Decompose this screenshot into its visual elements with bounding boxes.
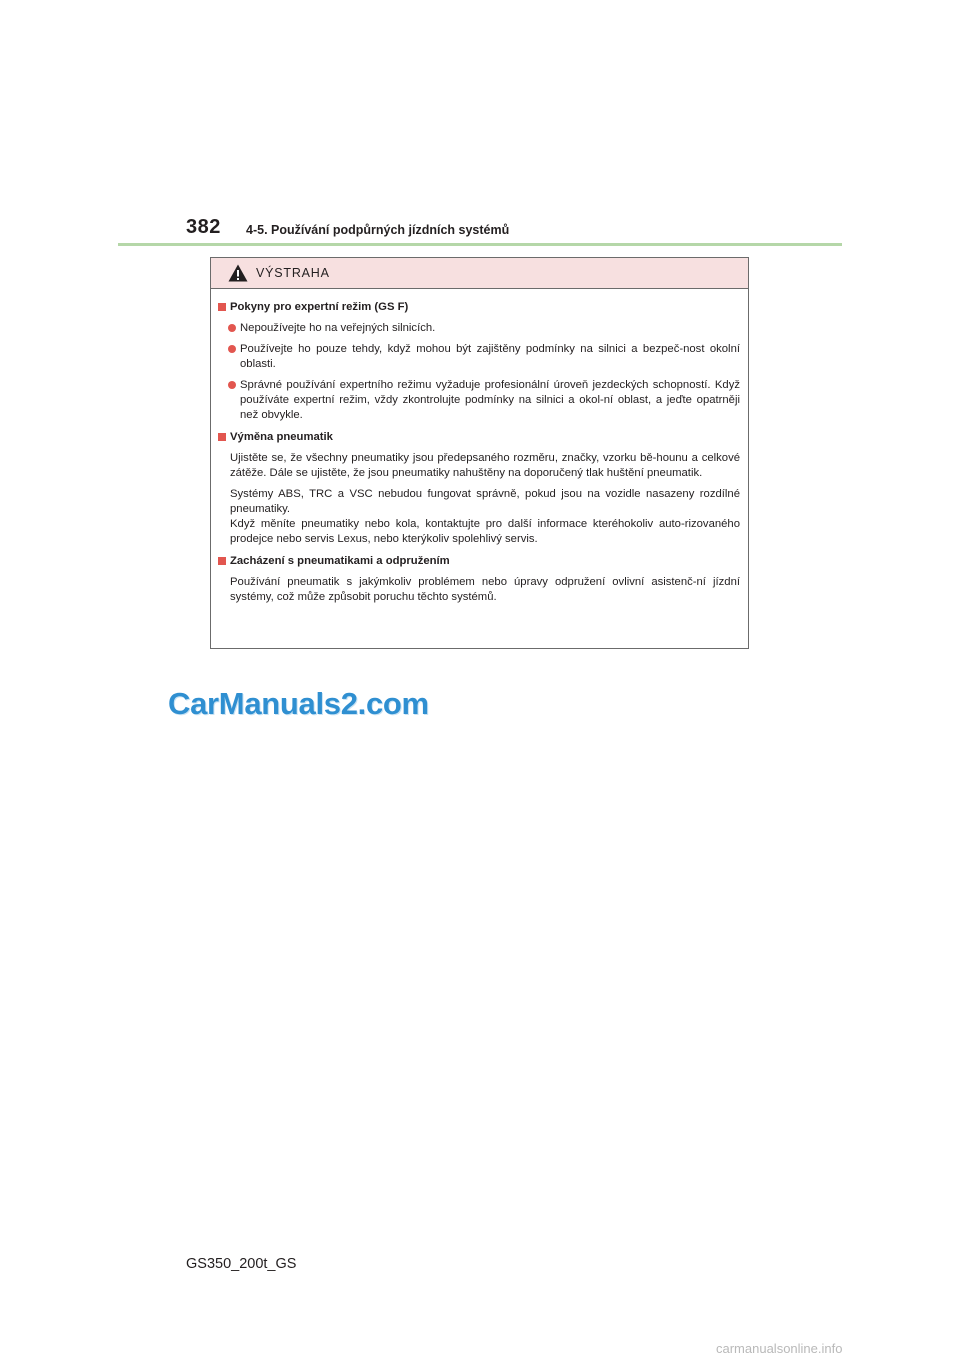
warning-body [211, 289, 748, 605]
paragraph: Ujistěte se, že všechny pneumatiky jsou předepsaného rozměru, značky, vzorku bě-hounu a celkové zátěže. Dále se ujistěte, že jsou pneumatiky nahuštěny na doporučený tlak huštění pneumatik. [230, 452, 740, 479]
header-rule [118, 243, 842, 246]
watermark-logo: CarManuals2.com [168, 686, 429, 721]
warning-triangle-icon [228, 264, 248, 282]
round-bullet-icon [228, 324, 236, 332]
square-bullet-icon [218, 433, 226, 441]
section-head-expert-mode [218, 300, 740, 315]
square-bullet-icon [218, 557, 226, 565]
paragraph: Když měníte pneumatiky nebo kola, kontaktujte pro další informace kteréhokoliv auto-rizovaného prodejce nebo servis Lexus, nebo kterýkoliv spolehlivý servis. [230, 518, 740, 545]
warning-header [211, 258, 748, 289]
bullet-item [218, 321, 740, 336]
warning-label: VÝSTRAHA [256, 266, 330, 280]
square-bullet-icon [218, 303, 226, 311]
paragraph: Systémy ABS, TRC a VSC nebudou fungovat správně, pokud jsou na vozidle nasazeny rozdílné pneumatiky. [230, 488, 740, 515]
section-head-tire-change [218, 430, 740, 445]
section-head-tires-suspension [218, 554, 740, 569]
site-watermark: carmanualsonline.info [716, 1341, 843, 1356]
paragraph: Používání pneumatik s jakýmkoliv problémem nebo úpravy odpružení ovlivní asistenč-ní jízdní systémy, což může způsobit poruchu těchto systémů. [230, 576, 740, 603]
round-bullet-icon [228, 381, 236, 389]
warning-box [210, 257, 749, 649]
page-number: 382 [186, 216, 221, 238]
bullet-item [218, 342, 740, 372]
section-title: 4-5. Používání podpůrných jízdních systémů [246, 223, 510, 237]
section-title-text: Zacházení s pneumatikami a odpružením [230, 555, 450, 567]
bullet-text: Používejte ho pouze tehdy, když mohou být zajištěny podmínky na silnici a bezpeč-nost okolní oblasti. [240, 343, 740, 370]
round-bullet-icon [228, 345, 236, 353]
bullet-text: Správné používání expertního režimu vyžaduje profesionální úroveň jezdeckých schopností. Když používáte expertní režim, vždy zkontrolujte podmínky na silnici a okol-ní oblast, a jeďte opatrněji než obvykle. [240, 379, 740, 421]
bullet-item [218, 378, 740, 423]
section-title-text: Výměna pneumatik [230, 431, 333, 443]
document-code: GS350_200t_GS [186, 1256, 297, 1272]
bullet-text: Nepoužívejte ho na veřejných silnicích. [240, 322, 436, 334]
section-title-text: Pokyny pro expertní režim (GS F) [230, 301, 409, 313]
